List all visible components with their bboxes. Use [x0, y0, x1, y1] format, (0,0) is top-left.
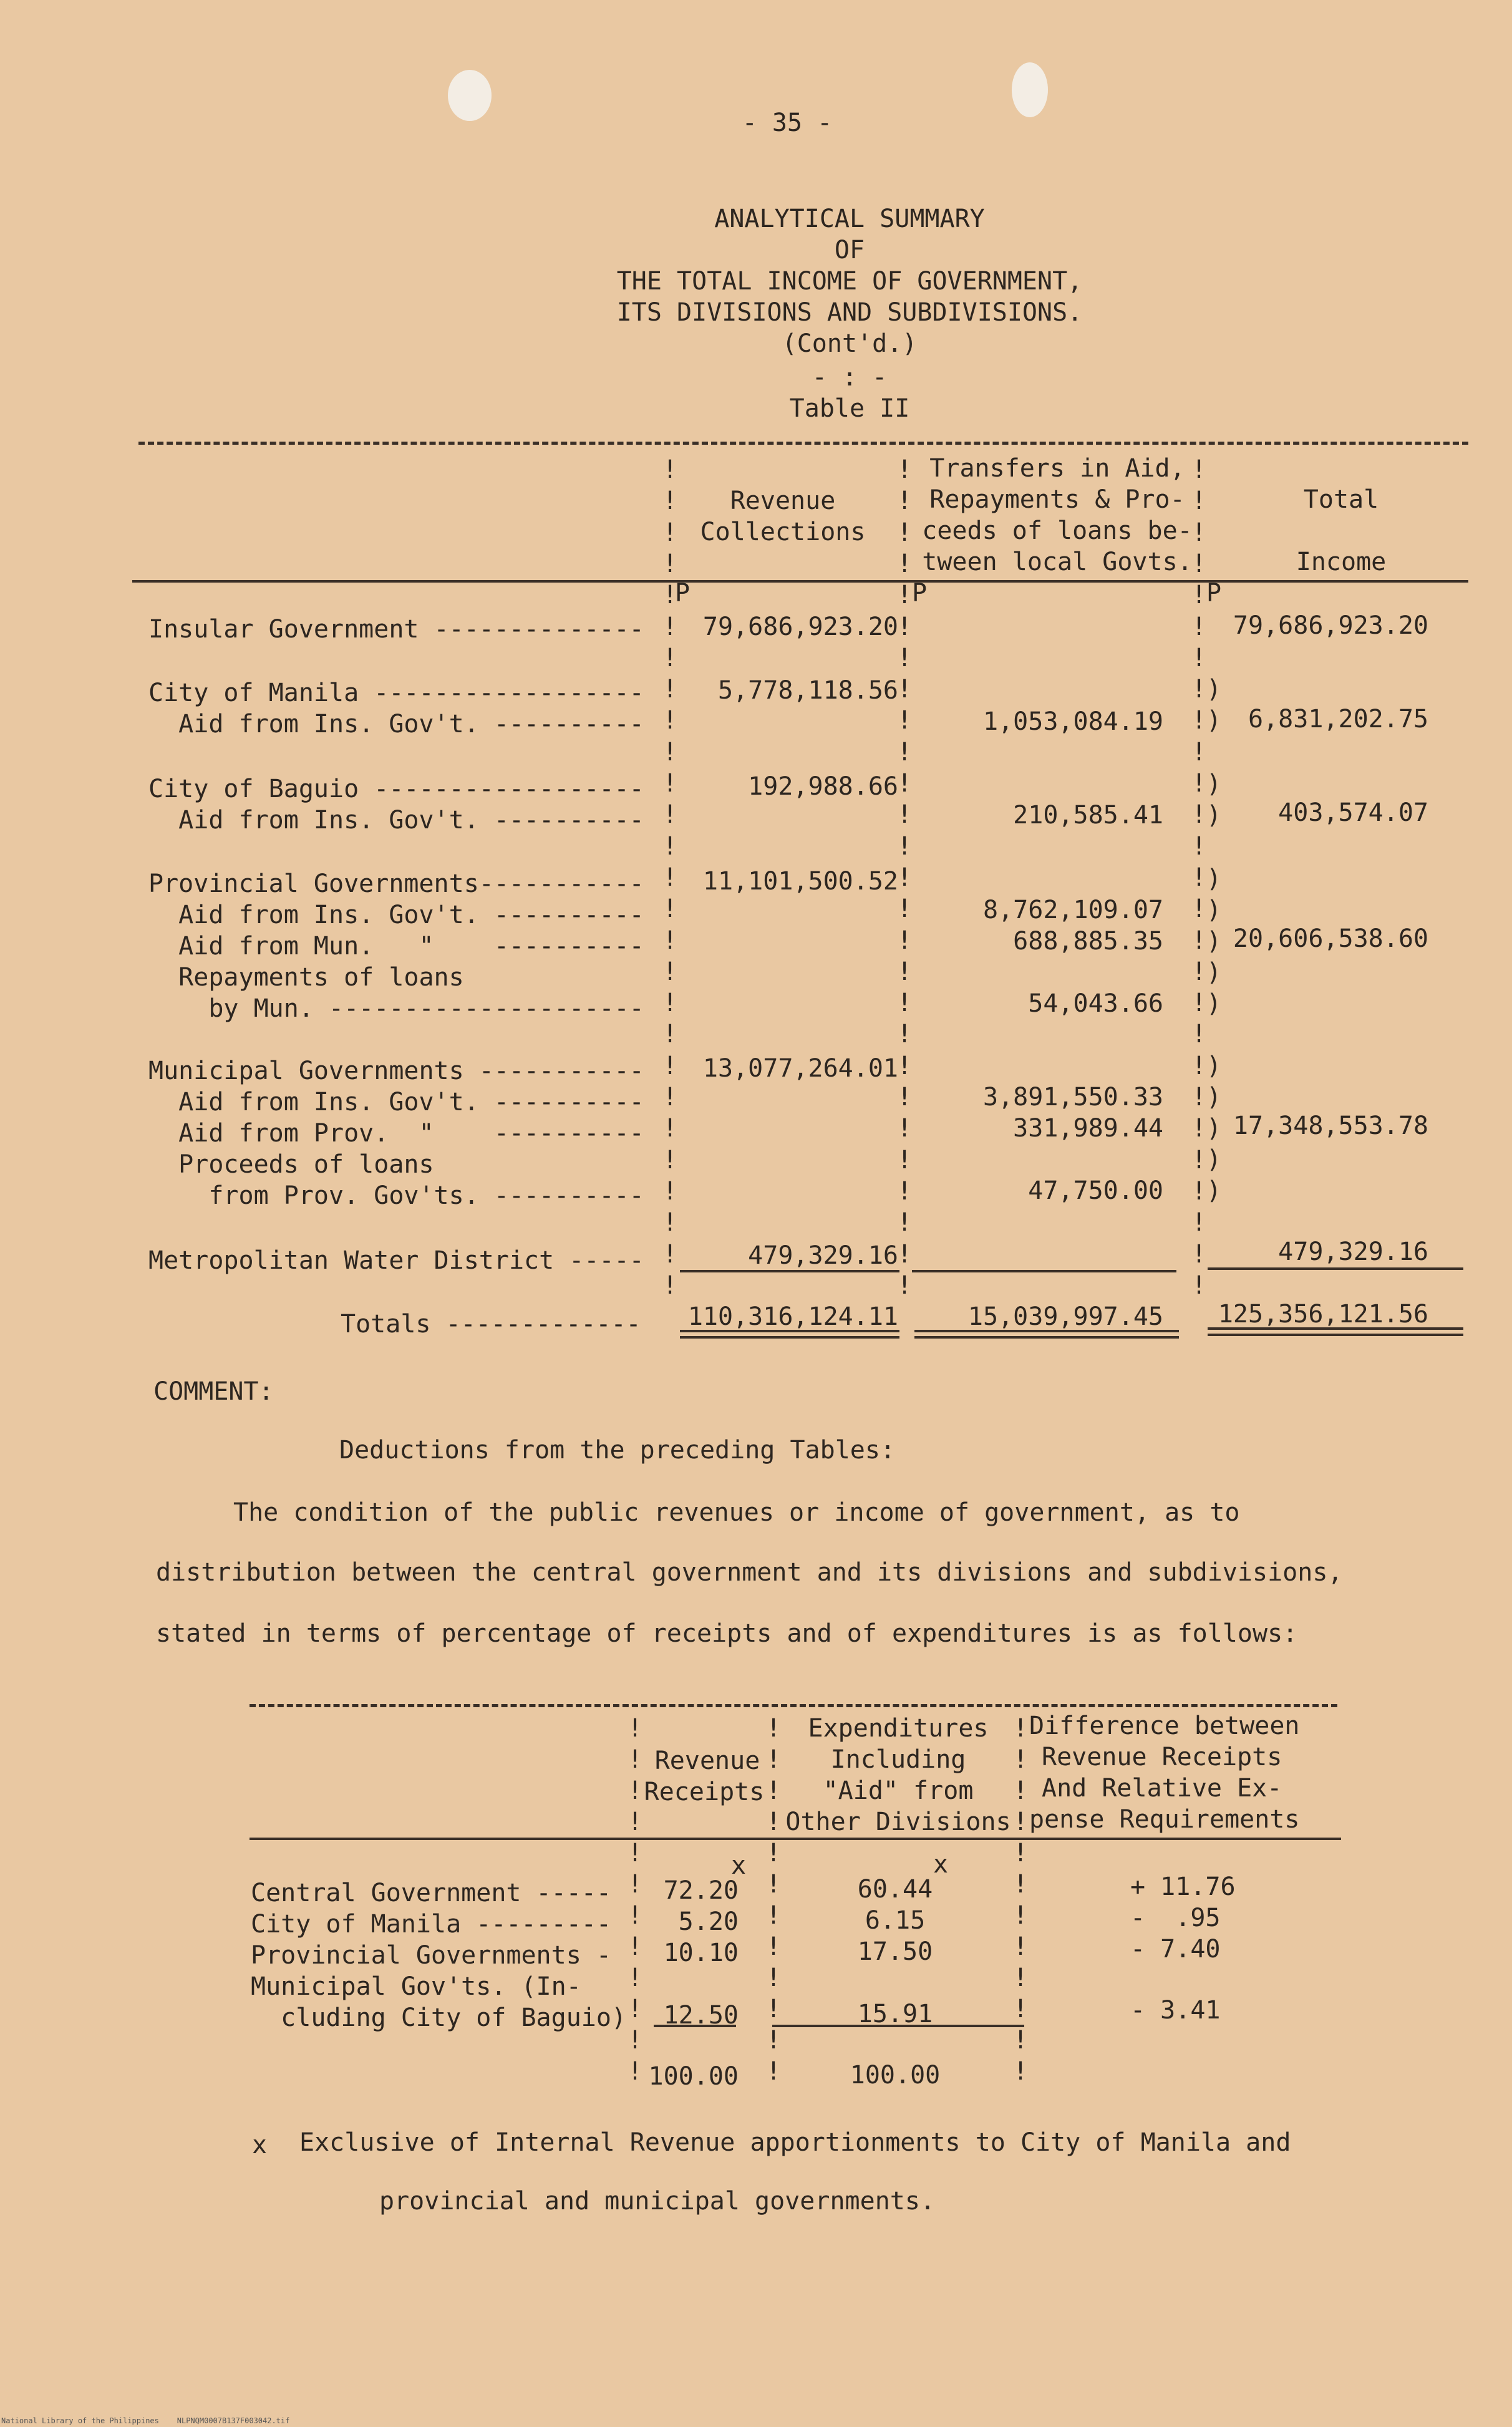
column-separator-mark: !	[1013, 1932, 1029, 1961]
comment-paragraph-line-2: distribution between the central government and its divisions and subdivisions,	[156, 1558, 1343, 1587]
revenue-value: 13,077,264.01	[702, 1054, 898, 1083]
t3-difference-value: + 11.76	[1130, 1872, 1236, 1901]
column-separator-mark: !	[662, 1051, 678, 1080]
column-separator-mark: !	[1191, 1020, 1207, 1049]
column-separator-mark: !	[897, 894, 913, 924]
header-revenue-line-1: Revenue	[730, 487, 836, 515]
column-separator-mark: !	[897, 518, 913, 547]
title-line-2: OF	[834, 236, 865, 264]
column-separator-mark: !	[1013, 2026, 1029, 2055]
revenue-value: 479,329.16	[748, 1241, 898, 1270]
column-separator-mark: !	[1191, 831, 1207, 861]
row-label: by Mun. ---------------------	[148, 994, 644, 1023]
title-separator: - : -	[812, 363, 888, 392]
t3-expenditure-value: 60.44	[857, 1875, 933, 1904]
column-separator-mark: !	[897, 1176, 913, 1206]
column-separator-mark: !	[662, 1020, 678, 1049]
column-separator-mark: !	[766, 1901, 782, 1930]
column-separator-mark: !	[766, 2057, 782, 2086]
column-separator-mark: !	[628, 1870, 643, 1899]
t3-difference-value: - 3.41	[1130, 1996, 1221, 2025]
column-separator-mark: )	[1206, 706, 1222, 735]
row-label: Aid from Prov. " ----------	[148, 1119, 644, 1148]
t3-row-label: Central Government -----	[251, 1879, 611, 1907]
column-separator-mark: !	[662, 989, 678, 1018]
column-separator-mark: !	[766, 1870, 782, 1899]
footnote-line-1: Exclusive of Internal Revenue apportionments to City of Manila and	[299, 2128, 1291, 2157]
punch-hole-left	[448, 70, 492, 121]
revenue-subtotal-rule	[680, 1270, 899, 1272]
total-value: 479,329.16	[1278, 1238, 1428, 1266]
column-separator-mark: !	[766, 1932, 782, 1961]
column-separator-mark: !	[1191, 455, 1207, 484]
column-separator-mark: !	[897, 926, 913, 955]
column-separator-mark: !	[662, 643, 678, 672]
transfer-value: 47,750.00	[1028, 1176, 1163, 1205]
column-separator-mark: !	[1191, 926, 1207, 955]
column-separator-mark: !	[897, 706, 913, 735]
transfer-value: 3,891,550.33	[983, 1083, 1163, 1112]
t3-row-label: cluding City of Baguio)	[251, 2003, 627, 2032]
x-mark-expenditure: x	[933, 1850, 949, 1879]
column-separator-mark: !	[1191, 800, 1207, 830]
t3-revenue-value: 72.20	[663, 1876, 739, 1905]
column-separator-mark: )	[1206, 989, 1222, 1018]
t3-difference-value: - 7.40	[1130, 1935, 1221, 1964]
t3-expenditure-underline	[772, 2025, 1024, 2027]
t3-expenditure-value: 17.50	[857, 1937, 933, 1966]
column-separator-mark: )	[1206, 927, 1222, 956]
column-separator-mark: !	[662, 769, 678, 798]
column-separator-mark: !	[1191, 863, 1207, 892]
column-separator-mark: !	[1191, 1051, 1207, 1080]
column-separator-mark: !	[1191, 675, 1207, 704]
column-separator-mark: !	[766, 1714, 782, 1743]
t3-header-revenue-line-1: Revenue	[654, 1746, 760, 1775]
column-separator-mark: !	[662, 1176, 678, 1206]
header-total-line-2: Income	[1296, 548, 1387, 576]
column-separator-mark: !	[1191, 1239, 1207, 1269]
peso-sign-transfer: P	[912, 579, 928, 608]
column-separator-mark: !	[1191, 1145, 1207, 1175]
column-separator-mark: !	[1191, 769, 1207, 798]
column-separator-mark: !	[1191, 1208, 1207, 1238]
totals-double-rule-1a	[680, 1330, 899, 1332]
column-separator-mark: !	[897, 1208, 913, 1238]
column-separator-mark: !	[628, 2057, 643, 2086]
header-transfers-line-4: tween local Govts.	[922, 548, 1193, 576]
transfer-value: 331,989.44	[1013, 1114, 1163, 1143]
column-separator-mark: !	[897, 831, 913, 861]
row-label: from Prov. Gov'ts. ----------	[148, 1181, 644, 1210]
column-separator-mark: !	[628, 1745, 643, 1774]
t3-header-expenditures-line-3: "Aid" from	[823, 1776, 974, 1805]
title-line-4: ITS DIVISIONS AND SUBDIVISIONS.	[616, 298, 1083, 327]
column-separator-mark: !	[1191, 706, 1207, 735]
column-separator-mark: !	[1191, 957, 1207, 986]
row-label: Aid from Ins. Gov't. ----------	[148, 1088, 644, 1117]
footnote-mark: x	[252, 2131, 268, 2159]
column-separator-mark: !	[897, 612, 913, 641]
t3-revenue-value: 10.10	[663, 1939, 739, 1967]
row-label: Metropolitan Water District -----	[148, 1246, 644, 1275]
column-separator-mark: !	[662, 518, 678, 547]
column-separator-mark: !	[897, 1145, 913, 1175]
transfer-value: 54,043.66	[1028, 989, 1163, 1018]
row-label: Aid from Ins. Gov't. ----------	[148, 710, 644, 739]
column-separator-mark: !	[628, 1808, 643, 1836]
column-separator-mark: )	[1206, 958, 1222, 987]
table2-header-rule	[132, 580, 1468, 583]
column-separator-mark: )	[1206, 1176, 1222, 1205]
header-total-line-1: Total	[1303, 485, 1379, 514]
revenue-value: 11,101,500.52	[702, 867, 898, 896]
footnote-line-2: provincial and municipal governments.	[379, 2187, 936, 2216]
column-separator-mark: !	[1191, 581, 1207, 610]
column-separator-mark: !	[897, 675, 913, 704]
column-separator-mark: !	[662, 1083, 678, 1112]
page-number: - 35 -	[742, 109, 833, 137]
totals-double-rule-3b	[1208, 1334, 1463, 1336]
total-value: 79,686,923.20	[1233, 611, 1428, 640]
t3-header-expenditures-line-1: Expenditures	[808, 1714, 989, 1743]
row-label: Aid from Mun. " ----------	[148, 932, 644, 961]
total-value: 6,831,202.75	[1248, 705, 1428, 734]
t3-expenditure-value: 6.15	[865, 1906, 926, 1935]
column-separator-mark: !	[628, 1995, 643, 2023]
column-separator-mark: )	[1206, 1114, 1222, 1143]
column-separator-mark: !	[897, 737, 913, 767]
column-separator-mark: !	[628, 1901, 643, 1930]
column-separator-mark: !	[628, 1714, 643, 1743]
column-separator-mark: !	[662, 800, 678, 830]
column-separator-mark: !	[1191, 894, 1207, 924]
totals-revenue: 110,316,124.11	[687, 1302, 898, 1331]
totals-double-rule-3a	[1208, 1327, 1463, 1330]
t3-row-label: Municipal Gov'ts. (In-	[251, 1972, 581, 2001]
title-line-3: THE TOTAL INCOME OF GOVERNMENT,	[616, 267, 1083, 296]
t3-header-revenue-line-2: Receipts	[644, 1778, 765, 1806]
total-value: 403,574.07	[1278, 798, 1428, 827]
column-separator-mark: !	[897, 1020, 913, 1049]
punch-hole-right	[1012, 62, 1048, 117]
column-separator-mark: !	[766, 2026, 782, 2055]
t3-header-expenditures-line-2: Including	[830, 1745, 966, 1774]
column-separator-mark: !	[766, 1808, 782, 1836]
total-subtotal-rule	[1208, 1267, 1463, 1270]
column-separator-mark: )	[1206, 675, 1222, 704]
column-separator-mark: !	[897, 1114, 913, 1143]
column-separator-mark: !	[662, 737, 678, 767]
row-label: Aid from Ins. Gov't. ----------	[148, 806, 644, 835]
transfer-value: 1,053,084.19	[983, 707, 1163, 736]
column-separator-mark: !	[766, 1964, 782, 1992]
totals-total: 125,356,121.56	[1218, 1300, 1428, 1329]
table2-top-dashed-rule	[138, 442, 1468, 445]
column-separator-mark: !	[1013, 1995, 1029, 2023]
total-value: 20,606,538.60	[1233, 924, 1428, 953]
x-mark-revenue: x	[731, 1851, 747, 1880]
column-separator-mark: !	[1191, 1114, 1207, 1143]
column-separator-mark: !	[628, 1776, 643, 1805]
t3-header-difference-line-2: Revenue Receipts	[1042, 1743, 1282, 1771]
row-label: Aid from Ins. Gov't. ----------	[148, 901, 644, 929]
peso-sign-total: P	[1206, 579, 1222, 608]
column-separator-mark: )	[1206, 801, 1222, 830]
row-label: City of Manila ------------------	[148, 679, 644, 707]
column-separator-mark: !	[662, 957, 678, 986]
column-separator-mark: !	[897, 1271, 913, 1300]
column-separator-mark: !	[662, 706, 678, 735]
column-separator-mark: !	[1013, 1776, 1029, 1805]
column-separator-mark: !	[662, 581, 678, 610]
totals-double-rule-2a	[914, 1330, 1179, 1332]
comment-subheading: Deductions from the preceding Tables:	[339, 1436, 896, 1465]
table-label: Table II	[789, 394, 910, 423]
t3-total-expenditure: 100.00	[850, 2061, 941, 2090]
column-separator-mark: !	[662, 1208, 678, 1238]
t3-expenditure-value: 15.91	[857, 2000, 933, 2028]
column-separator-mark: !	[662, 675, 678, 704]
column-separator-mark: !	[1191, 612, 1207, 641]
t3-header-expenditures-line-4: Other Divisions	[785, 1808, 1011, 1836]
column-separator-mark: !	[662, 1239, 678, 1269]
column-separator-mark: !	[662, 894, 678, 924]
t3-revenue-underline	[654, 2025, 736, 2027]
scan-credit: National Library of the Philippines NLPNQM0007B137F003042.tif	[1, 2416, 290, 2425]
t3-header-difference-line-3: And Relative Ex-	[1042, 1774, 1282, 1803]
column-separator-mark: )	[1206, 1145, 1222, 1174]
column-separator-mark: !	[1191, 643, 1207, 672]
column-separator-mark: !	[628, 1964, 643, 1992]
column-separator-mark: !	[897, 769, 913, 798]
row-label: Proceeds of loans	[148, 1150, 434, 1179]
row-label: Repayments of loans	[148, 963, 464, 992]
column-separator-mark: !	[897, 643, 913, 672]
header-transfers-line-3: ceeds of loans be-	[922, 516, 1193, 545]
column-separator-mark: !	[628, 1932, 643, 1961]
column-separator-mark: )	[1206, 865, 1222, 893]
totals-transfer: 15,039,997.45	[967, 1302, 1163, 1331]
column-separator-mark: !	[628, 2026, 643, 2055]
title-line-5: (Cont'd.)	[782, 329, 918, 358]
title-line-1: ANALYTICAL SUMMARY	[714, 205, 985, 233]
column-separator-mark: !	[662, 1271, 678, 1300]
column-separator-mark: )	[1206, 1083, 1222, 1112]
header-transfers-line-2: Repayments & Pro-	[929, 485, 1185, 514]
column-separator-mark: !	[897, 863, 913, 892]
row-label: Insular Government --------------	[148, 615, 644, 644]
column-separator-mark: !	[1191, 989, 1207, 1018]
column-separator-mark: !	[897, 1239, 913, 1269]
column-separator-mark: )	[1206, 896, 1222, 924]
totals-double-rule-2b	[914, 1336, 1179, 1339]
column-separator-mark: !	[766, 1839, 782, 1867]
column-separator-mark: !	[628, 1839, 643, 1867]
column-separator-mark: !	[1191, 1176, 1207, 1206]
comment-paragraph-line-3: stated in terms of percentage of receipts and of expenditures is as follows:	[156, 1619, 1298, 1648]
t3-header-difference-line-1: Difference between	[1029, 1712, 1300, 1740]
column-separator-mark: !	[662, 549, 678, 578]
column-separator-mark: !	[766, 1995, 782, 2023]
comment-heading: COMMENT:	[153, 1377, 274, 1406]
transfer-value: 8,762,109.07	[983, 896, 1163, 924]
t3-difference-value: - .95	[1130, 1904, 1221, 1932]
t3-total-revenue: 100.00	[648, 2062, 739, 2091]
t3-row-label: Provincial Governments -	[251, 1941, 611, 1970]
column-separator-mark: !	[1013, 2057, 1029, 2086]
column-separator-mark: !	[662, 863, 678, 892]
table3-top-dashed-rule	[250, 1704, 1337, 1707]
column-separator-mark: !	[1191, 737, 1207, 767]
column-separator-mark: !	[1191, 549, 1207, 578]
column-separator-mark: !	[897, 549, 913, 578]
column-separator-mark: !	[897, 581, 913, 610]
revenue-value: 192,988.66	[748, 772, 898, 801]
column-separator-mark: !	[662, 831, 678, 861]
column-separator-mark: !	[662, 487, 678, 516]
column-separator-mark: )	[1206, 1052, 1222, 1080]
column-separator-mark: !	[897, 1083, 913, 1112]
column-separator-mark: !	[662, 612, 678, 641]
t3-row-label: City of Manila ---------	[251, 1910, 611, 1939]
column-separator-mark: !	[1191, 518, 1207, 547]
column-separator-mark: !	[1013, 1714, 1029, 1743]
revenue-value: 5,778,118.56	[718, 676, 898, 705]
column-separator-mark: !	[897, 1051, 913, 1080]
column-separator-mark: !	[1013, 1745, 1029, 1774]
column-separator-mark: !	[897, 957, 913, 986]
transfer-value: 688,885.35	[1013, 927, 1163, 956]
column-separator-mark: !	[662, 1114, 678, 1143]
revenue-value: 79,686,923.20	[702, 613, 898, 641]
column-separator-mark: !	[662, 926, 678, 955]
column-separator-mark: !	[897, 989, 913, 1018]
column-separator-mark: !	[897, 800, 913, 830]
column-separator-mark: !	[1013, 1839, 1029, 1867]
t3-revenue-value: 12.50	[663, 2001, 739, 2030]
column-separator-mark: !	[1013, 1870, 1029, 1899]
t3-revenue-value: 5.20	[678, 1907, 739, 1936]
column-separator-mark: !	[1013, 1808, 1029, 1836]
column-separator-mark: !	[662, 1145, 678, 1175]
column-separator-mark: !	[1013, 1964, 1029, 1992]
totals-label: Totals -------------	[341, 1310, 641, 1339]
column-separator-mark: !	[897, 487, 913, 516]
column-separator-mark: !	[766, 1776, 782, 1805]
column-separator-mark: !	[1191, 1271, 1207, 1300]
comment-paragraph-line-1: The condition of the public revenues or income of government, as to	[233, 1498, 1240, 1527]
column-separator-mark: !	[662, 455, 678, 484]
column-separator-mark: !	[897, 455, 913, 484]
column-separator-mark: !	[1191, 1083, 1207, 1112]
column-separator-mark: !	[1013, 1901, 1029, 1930]
column-separator-mark: !	[766, 1745, 782, 1774]
t3-header-difference-line-4: pense Requirements	[1029, 1805, 1300, 1834]
row-label: City of Baguio ------------------	[148, 775, 644, 803]
peso-sign-revenue: P	[675, 579, 691, 608]
header-revenue-line-2: Collections	[700, 518, 866, 546]
column-separator-mark: )	[1206, 770, 1222, 798]
row-label: Provincial Governments-----------	[148, 870, 644, 898]
column-separator-mark: !	[1191, 487, 1207, 516]
header-transfers-line-1: Transfers in Aid,	[929, 454, 1185, 483]
row-label: Municipal Governments -----------	[148, 1057, 644, 1085]
transfer-value: 210,585.41	[1013, 801, 1163, 830]
total-value: 17,348,553.78	[1233, 1112, 1428, 1140]
transfer-subtotal-rule	[912, 1270, 1176, 1272]
totals-double-rule-1b	[680, 1336, 899, 1339]
table3-header-rule	[250, 1838, 1341, 1840]
